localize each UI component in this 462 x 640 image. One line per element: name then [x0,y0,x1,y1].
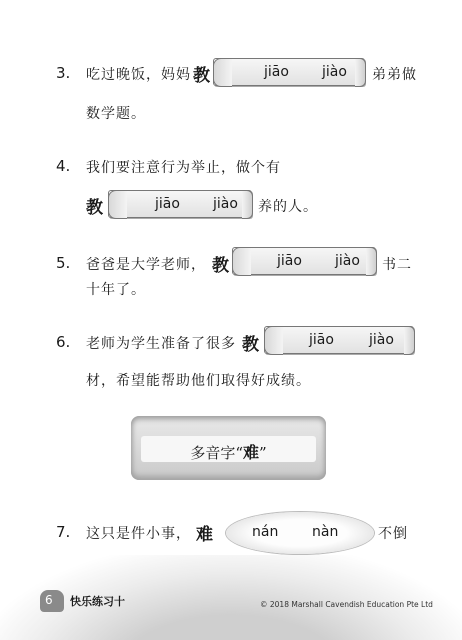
question-number: 7. [56,523,71,541]
target-character: 教 [86,198,103,218]
question-text: 材，希望能帮助他们取得好成绩。 [86,373,311,389]
question-text: 爸爸是大学老师， [86,257,206,273]
question-text: 吃过晚饭，妈妈 [86,67,191,83]
scroll-answer-box-icon[interactable] [108,190,252,218]
option-jiao4[interactable]: jiào [369,332,394,348]
scroll-answer-box-icon[interactable] [213,58,365,86]
option-jiao1[interactable]: jiāo [155,196,180,212]
target-character: 教 [212,256,229,276]
tree-stump-icon [40,590,64,612]
page-number: 6 [45,593,53,607]
option-jiao1[interactable]: jiāo [309,332,334,348]
option-jiao1[interactable]: jiāo [277,253,302,269]
question-number: 6. [56,333,71,351]
question-text: 养的人。 [258,199,318,215]
option-jiao4[interactable]: jiào [213,196,238,212]
polyphone-banner [131,416,326,480]
banner-title: 多音字“难” [190,443,267,462]
question-number: 3. [56,64,71,82]
question-text: 不倒 [378,526,408,542]
question-text: 老师为学生准备了很多 [86,336,236,352]
question-text: 数学题。 [86,106,146,122]
option-jiao4[interactable]: jiào [322,64,347,80]
target-character: 教 [193,66,210,86]
cloud-answer-box-icon[interactable] [226,512,374,554]
book-title: 快乐练习十 [70,595,125,608]
option-nan2[interactable]: nán [252,524,279,540]
question-text: 弟弟做 [372,67,417,83]
copyright-notice: © 2018 Marshall Cavendish Education Pte Ltd [260,600,433,609]
target-character: 教 [242,335,259,355]
question-text: 我们要注意行为举止，做个有 [86,160,281,176]
banner-character: 难 [242,443,259,462]
question-text: 这只是件小事， [86,526,191,542]
target-character: 难 [196,525,213,545]
scroll-answer-box-icon[interactable] [264,326,414,354]
question-number: 4. [56,157,71,175]
banner-plaque [141,436,316,462]
question-text: 书二 [382,257,412,273]
scroll-answer-box-icon[interactable] [232,247,376,275]
option-jiao1[interactable]: jiāo [264,64,289,80]
question-number: 5. [56,254,71,272]
question-text: 十年了。 [86,282,146,298]
option-jiao4[interactable]: jiào [335,253,360,269]
option-nan4[interactable]: nàn [312,524,339,540]
